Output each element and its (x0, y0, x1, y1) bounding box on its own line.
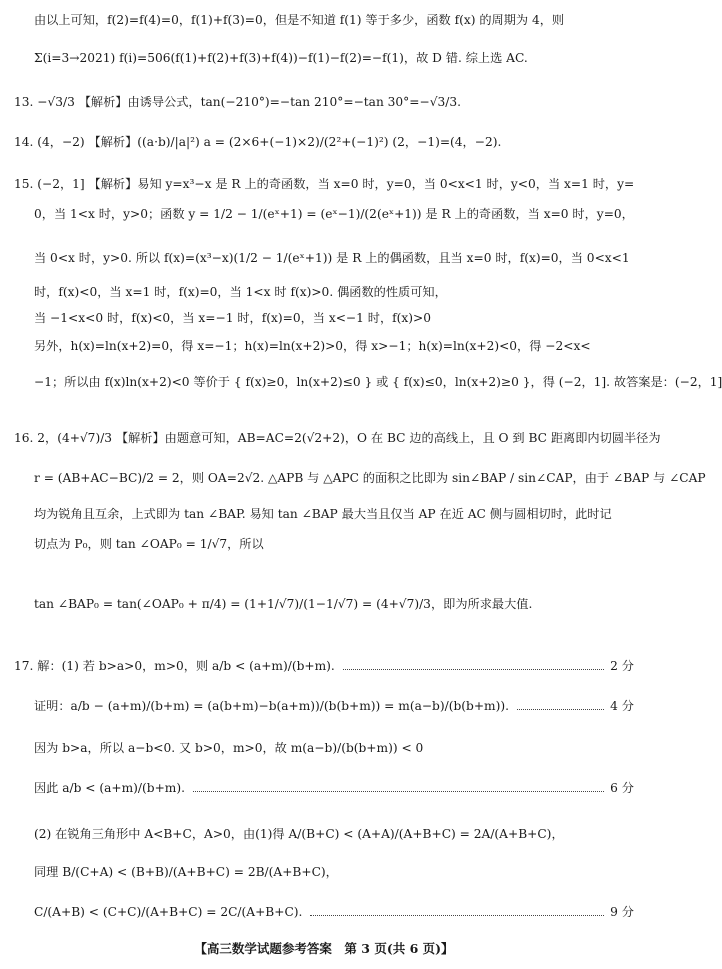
text-line: r = (AB+AC−BC)/2 = 2，则 OA=2√2. △APB 与 △APC 的面积之比即为 sin∠BAP / sin∠CAP，由于 ∠BAP 与 ∠CAP (34, 471, 706, 485)
dot-leader (343, 669, 604, 670)
text-line: 时，f(x)<0，当 x=1 时，f(x)=0，当 1<x 时 f(x)>0. 偶函数的性质可知， (34, 285, 447, 299)
dot-leader (310, 915, 604, 916)
q17-part1-claim: 17. 解：(1) 若 b>a>0，m>0，则 a/b < (a+m)/(b+m). 2 分 (14, 659, 634, 673)
text-line: (2) 在锐角三角形中 A<B+C，A>0，由(1)得 A/(B+C) < (A+A)/(A+B+C) = 2A/(A+B+C)， (34, 827, 564, 841)
dot-leader (193, 791, 604, 792)
text-line: tan ∠BAP₀ = tan(∠OAP₀ + π/4) = (1+1/√7)/(1−1/√7) = (4+√7)/3，即为所求最大值. (34, 597, 533, 611)
score-points: 4 分 (610, 699, 634, 713)
q16-answer: 16. 2，(4+√7)/3 【解析】由题意可知，AB=AC=2(√2+2)，O 在 BC 边的高线上，且 O 到 BC 距离即内切圆半径为 (14, 431, 661, 445)
text-line: 当 0<x 时，y>0. 所以 f(x)=(x³−x)(1/2 − 1/(eˣ+1)) 是 R 上的偶函数，且当 x=0 时，f(x)=0，当 0<x<1 (34, 251, 630, 265)
text-line: 因为 b>a，所以 a−b<0. 又 b>0，m>0，故 m(a−b)/(b(b+m)) < 0 (34, 741, 424, 755)
q17-part2-line: C/(A+B) < (C+C)/(A+B+C) = 2C/(A+B+C). 9 分 (34, 905, 634, 919)
dot-leader (517, 709, 604, 710)
q17-conclusion-line: 因此 a/b < (a+m)/(b+m). 6 分 (34, 781, 634, 795)
score-points: 2 分 (610, 659, 634, 673)
text-line: 另外，h(x)=ln(x+2)=0，得 x=−1；h(x)=ln(x+2)>0，得 x>−1；h(x)=ln(x+2)<0，得 −2<x< (34, 339, 591, 353)
text-line: 切点为 P₀，则 tan ∠OAP₀ = 1/√7，所以 (34, 537, 264, 551)
text-line: −1；所以由 f(x)ln(x+2)<0 等价于 { f(x)≥0，ln(x+2)≤0 } 或 { f(x)≤0，ln(x+2)≥0 }，得 (−2，1]. 故答案是：(−2，1] (34, 375, 722, 389)
text-line: 当 −1<x<0 时，f(x)<0，当 x=−1 时，f(x)=0，当 x<−1 时，f(x)>0 (34, 311, 432, 325)
q14-answer: 14. (4，−2) 【解析】((a·b)/|a|²) a = (2×6+(−1)×2)/(2²+(−1)²) (2，−1)=(4，−2). (14, 135, 502, 149)
score-points: 9 分 (610, 905, 634, 919)
q15-answer: 15. (−2，1] 【解析】易知 y=x³−x 是 R 上的奇函数，当 x=0 时，y=0，当 0<x<1 时，y<0，当 x=1 时，y= (14, 177, 635, 191)
text-line: Σ(i=3→2021) f(i)=506(f(1)+f(2)+f(3)+f(4))−f(1)−f(2)=−f(1)，故 D 错. 综上选 AC. (34, 51, 528, 65)
page-footer: 【高三数学试题参考答案 第 3 页(共 6 页)】 (194, 941, 454, 956)
score-points: 6 分 (610, 781, 634, 795)
q17-proof-line: 证明：a/b − (a+m)/(b+m) = (a(b+m)−b(a+m))/(b(b+m)) = m(a−b)/(b(b+m)). 4 分 (34, 699, 634, 713)
text-line: 均为锐角且互余，上式即为 tan ∠BAP. 易知 tan ∠BAP 最大当且仅当 AP 在近 AC 侧与圆相切时，此时记 (34, 507, 612, 521)
q13-answer: 13. −√3/3 【解析】由诱导公式，tan(−210°)=−tan 210°=−tan 30°=−√3/3. (14, 95, 461, 109)
text-line: 0，当 1<x 时，y>0；函数 y = 1/2 − 1/(eˣ+1) = (eˣ−1)/(2(eˣ+1)) 是 R 上的奇函数，当 x=0 时，y=0， (34, 207, 634, 221)
text-line: 由以上可知，f(2)=f(4)=0，f(1)+f(3)=0，但是不知道 f(1) 等于多少，函数 f(x) 的周期为 4，则 (34, 13, 565, 27)
text-line: 同理 B/(C+A) < (B+B)/(A+B+C) = 2B/(A+B+C)， (34, 865, 338, 879)
